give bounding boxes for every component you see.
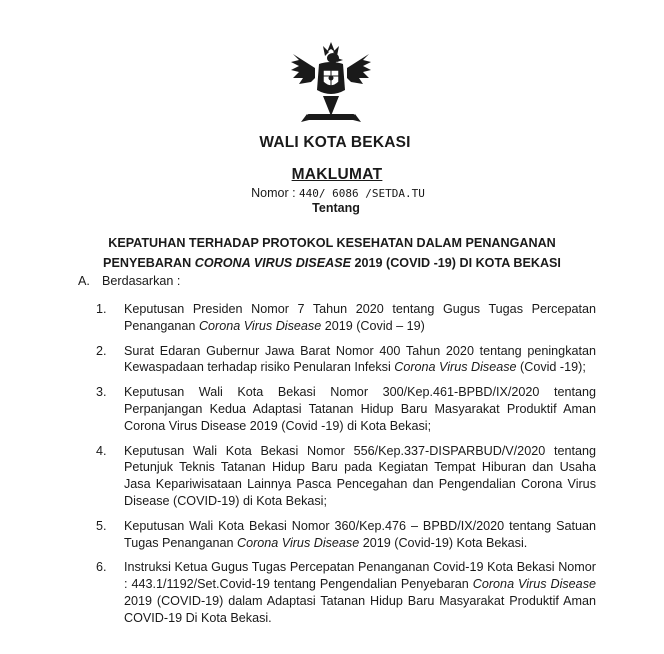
list-item [96,443,596,510]
list-item-text [124,301,596,335]
issuer-heading: WALI KOTA BEKASI [259,134,411,151]
list-item [96,559,596,626]
subject-text: 2019 (COVID -19) DI KOTA BEKASI [351,256,561,270]
list-item [96,301,596,335]
document-number-label: Nomor : [251,186,296,200]
list-item [96,518,596,552]
list-item-text [124,443,596,510]
text-run: Keputusan Wali Kota Bekasi Nomor 360/Kep.476 – BPBD/IX/2020 tentang Satuan Tugas Penanganan [124,518,596,550]
text-run: 2019 (Covid-19) Kota Bekasi. [359,535,528,550]
text-run: Instruksi Ketua Gugus Tugas Percepatan Penanganan Covid-19 Kota Bekasi Nomor : 443.1/1192/Set.Covid-19 tentang Pengendalian Penyebaran [124,560,596,592]
text-run: (Covid -19); [516,360,586,375]
list-item-number: 3. [96,385,107,400]
subject-text: PENYEBARAN [103,256,195,270]
list-item-text [124,518,596,552]
list-item [96,343,596,377]
list-item-number: 1. [96,302,107,316]
text-run: 2019 (COVID-19) dalam Adaptasi Tatanan Hidup Baru Masyarakat Produktif Aman COVID-19 Di Kota Bekasi. [124,593,596,625]
list-item-text [124,343,596,377]
garuda-emblem-icon [285,38,377,130]
italic-run: Corona Virus Disease [394,360,517,375]
subject-italic-text: CORONA VIRUS DISEASE [194,256,351,270]
text-run: 2019 (Covid – 19) [321,318,425,333]
text-run: Surat Edaran Gubernur Jawa Barat Nomor 400 Tahun 2020 tentang peningkatan Kewaspadaan terhadap risiko Penularan Infeksi [124,343,596,375]
text-run: Keputusan Presiden Nomor 7 Tahun 2020 tentang Gugus Tugas Percepatan Penanganan [124,302,596,333]
section-label: Berdasarkan : [102,274,181,288]
title-block [0,134,664,215]
italic-run: Corona Virus Disease [236,535,360,550]
italic-run: Corona Virus Disease [198,318,322,333]
document-number [12,186,664,200]
document-type-heading: MAKLUMAT [291,166,383,183]
section-letter: A. [78,274,90,288]
list-item-number: 4. [96,443,107,458]
list-item-number: 6. [96,560,107,575]
legal-basis-list [96,301,596,635]
subject-line-1: KEPATUHAN TERHADAP PROTOKOL KESEHATAN DALAM PENANGANAN [108,236,556,250]
document-subject [0,233,664,273]
about-label: Tentang [312,201,360,215]
italic-run: Corona Virus Disease [472,577,596,592]
list-item-number: 5. [96,518,107,533]
list-item-number: 2. [96,343,107,358]
subject-line-2 [0,253,664,273]
list-item [96,384,596,434]
list-item-text [124,559,596,626]
text-run: Keputusan Wali Kota Bekasi Nomor 300/Kep.461-BPBD/IX/2020 tentang Perpanjangan Kedua Adaptasi Tatanan Hidup Baru Masyarakat Produktif Aman Corona Virus Disease 2019 (Covid -19) di Kota Bekasi; [124,385,596,433]
text-run: Keputusan Wali Kota Bekasi Nomor 556/Kep.337-DISPARBUD/V/2020 tentang Petunjuk Teknis Tatanan Hidup Baru pada Kegiatan Tempat Hiburan dan Usaha Jasa Kepariwisataan Lainnya Pasca Pencegahan dan Pengendalian Corona Virus Disease (COVID-19) di Kota Bekasi; [124,443,596,508]
document-number-value: 440/ 6086 /SETDA.TU [299,187,425,200]
section-a-heading [78,274,180,288]
list-item-text [124,384,596,434]
